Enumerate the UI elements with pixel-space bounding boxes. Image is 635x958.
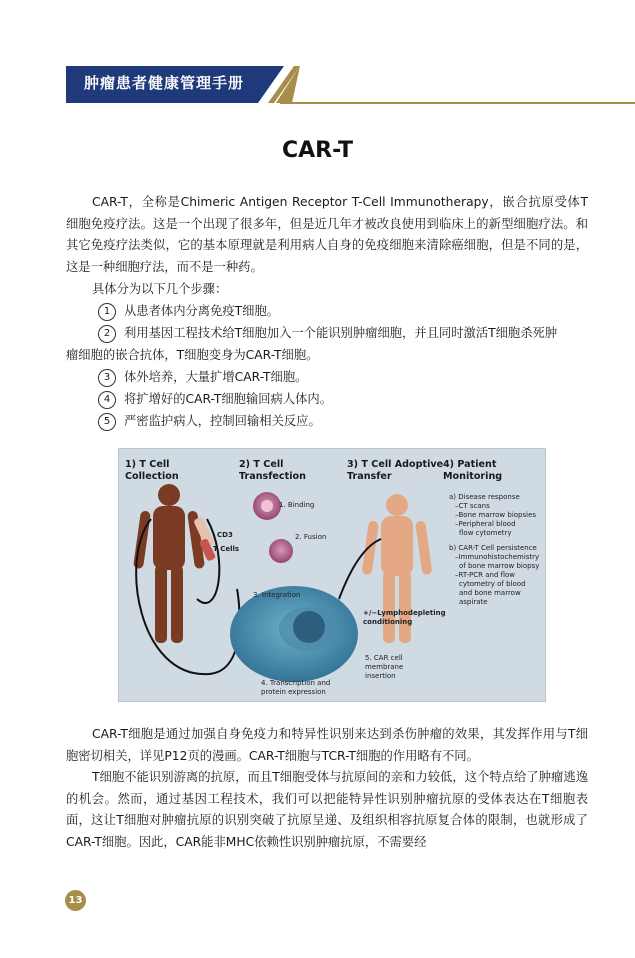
step-item: 4 将扩增好的CAR-T细胞输回病人体内。: [98, 389, 588, 411]
steps-intro: 具体分为以下几个步骤：: [92, 282, 228, 296]
cd3-label: CD3: [217, 531, 233, 539]
page-header: [0, 0, 635, 110]
tcells-label: T Cells: [213, 545, 240, 553]
figure-col3-label: 3) T Cell Adoptive Transfer: [347, 459, 444, 482]
step-item: 1 从患者体内分离免疫T细胞。: [98, 301, 588, 323]
lymphodepleting-label: +/−Lymphodepleting conditioning: [363, 609, 446, 626]
car-t-process-figure: [118, 448, 546, 702]
transcription-label: 4. Transcription and protein expression: [261, 679, 331, 696]
figure-col4-label: 4) Patient Monitoring: [443, 459, 503, 482]
paragraph-t-cell-limitations: T细胞不能识别游离的抗原，而且T细胞受体与抗原间的亲和力较低，这个特点给了肿瘤逃逸的机会。然而，通过基因工程技术，我们可以把能特异性识别肿瘤抗原的受体表达在T细胞表面，这让T细胞对肿瘤抗原的识别突破了抗原呈递、及组织相容抗原复合体的限制，也就形成了CAR-T细胞。因此，CAR能非MHC依赖性识别肿瘤抗原，不需要经: [66, 770, 588, 849]
paragraph-car-t-function: CAR-T细胞是通过加强自身免疫力和特异性识别来达到杀伤肿瘤的效果，其发挥作用与T细胞密切相关，详见P12页的漫画。CAR-T细胞与TCR-T细胞的作用略有不同。: [66, 727, 588, 763]
virus-fusion-icon: [269, 539, 293, 563]
fusion-label: 2. Fusion: [295, 533, 327, 541]
binding-label: 1. Binding: [279, 501, 315, 509]
monitoring-list: a) Disease response –CT scans –Bone marrow biopsies –Peripheral blood flow cytometry b) CAR-T Cell persistence –Immunohistochemistry of bone marrow biopsy –RT-PCR and flow cytometry of blood and bone marrow aspirate: [449, 493, 540, 606]
page-number: 13: [65, 890, 86, 911]
step-item: 5 严密监护病人，控制回输相关反应。: [98, 411, 588, 433]
membrane-label: 5. CAR cell membrane insertion: [365, 654, 404, 680]
figure-col1-label: 1) T Cell Collection: [125, 459, 179, 482]
t-cell-icon: [230, 586, 358, 682]
virus-icon: [253, 492, 281, 520]
integration-label: 3. Integration: [253, 591, 301, 599]
intro-paragraph: CAR-T，全称是Chimeric Antigen Receptor T-Cell Immunotherapy，嵌合抗原受体T细胞免疫疗法。这是一个出现了很多年，但是近几年才被改良使用到临床上的新型细胞疗法。和其它免疫疗法类似，它的基本原理就是利用病人自身的免疫细胞来清除癌细胞，但是不同的是，这是一种细胞疗法，而不是一种药。: [66, 195, 588, 274]
step-item-continued: 瘤细胞的嵌合抗体，T细胞变身为CAR-T细胞。: [66, 348, 319, 362]
step-item: 2 利用基因工程技术给T细胞加入一个能识别肿瘤细胞，并且同时激活T细胞杀死肿: [98, 323, 588, 345]
page-title: CAR-T: [281, 138, 354, 163]
step-item: 3 体外培养，大量扩增CAR-T细胞。: [98, 367, 588, 389]
header-banner: [0, 0, 635, 110]
header-title: 肿瘤患者健康管理手册: [84, 74, 245, 92]
figure-col2-label: 2) T Cell Transfection: [239, 459, 306, 482]
